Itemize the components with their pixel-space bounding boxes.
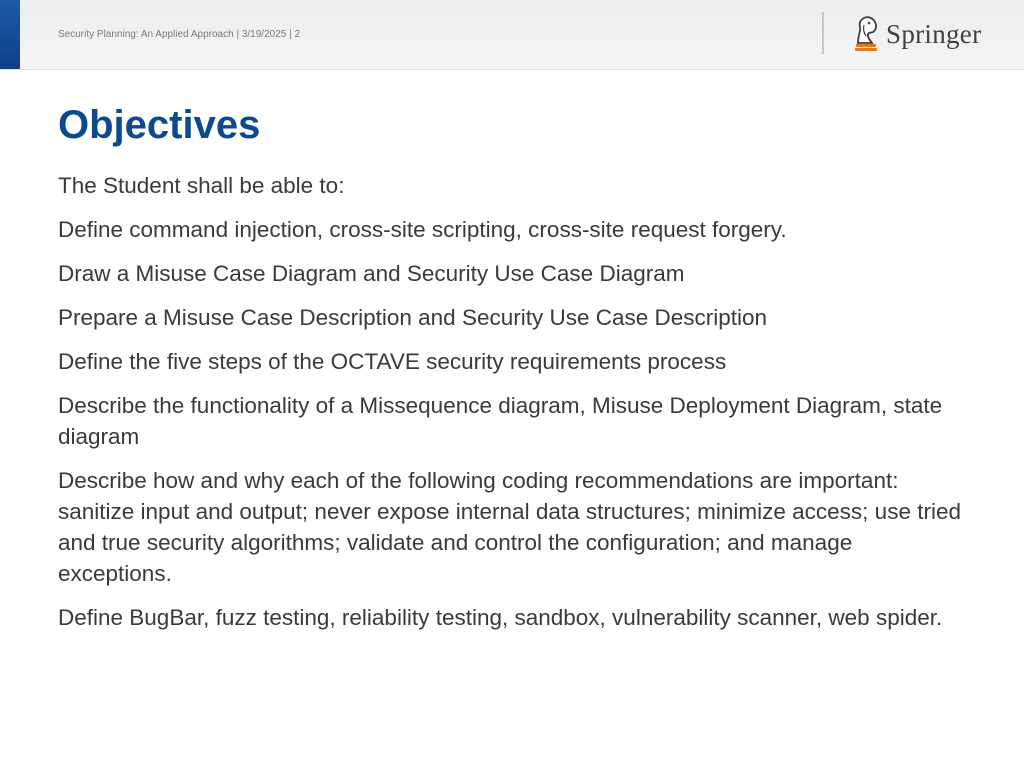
slide-header bbox=[0, 0, 1024, 70]
knight-chess-icon bbox=[852, 15, 880, 53]
objective-item: Describe the functionality of a Missequence diagram, Misuse Deployment Diagram, state diagram bbox=[58, 393, 943, 449]
springer-logo bbox=[852, 14, 981, 54]
header-meta: Security Planning: An Applied Approach | 3/19/2025 | 2 bbox=[58, 29, 301, 40]
objective-item: Prepare a Misuse Case Description and Security Use Case Description bbox=[58, 305, 768, 330]
objective-item: Draw a Misuse Case Diagram and Security Use Case Diagram bbox=[58, 261, 685, 286]
logo-divider bbox=[822, 12, 824, 54]
objective-item: Describe how and why each of the following coding recommendations are important: sanitize input and output; never expose internal data structures; minimize access; use tried and true security algorithms; validate and control the configuration; and manage exceptions. bbox=[58, 468, 961, 586]
logo-text: Springer bbox=[886, 18, 982, 49]
header-accent-bar bbox=[0, 0, 20, 69]
slide-title: Objectives bbox=[58, 103, 261, 147]
objective-item: Define the five steps of the OCTAVE security requirements process bbox=[58, 349, 727, 374]
objective-item: Define BugBar, fuzz testing, reliability testing, sandbox, vulnerability scanner, web spider. bbox=[58, 605, 943, 630]
slide-content bbox=[58, 170, 963, 646]
objective-intro: The Student shall be able to: bbox=[58, 173, 345, 198]
objective-item: Define command injection, cross-site scripting, cross-site request forgery. bbox=[58, 217, 787, 242]
